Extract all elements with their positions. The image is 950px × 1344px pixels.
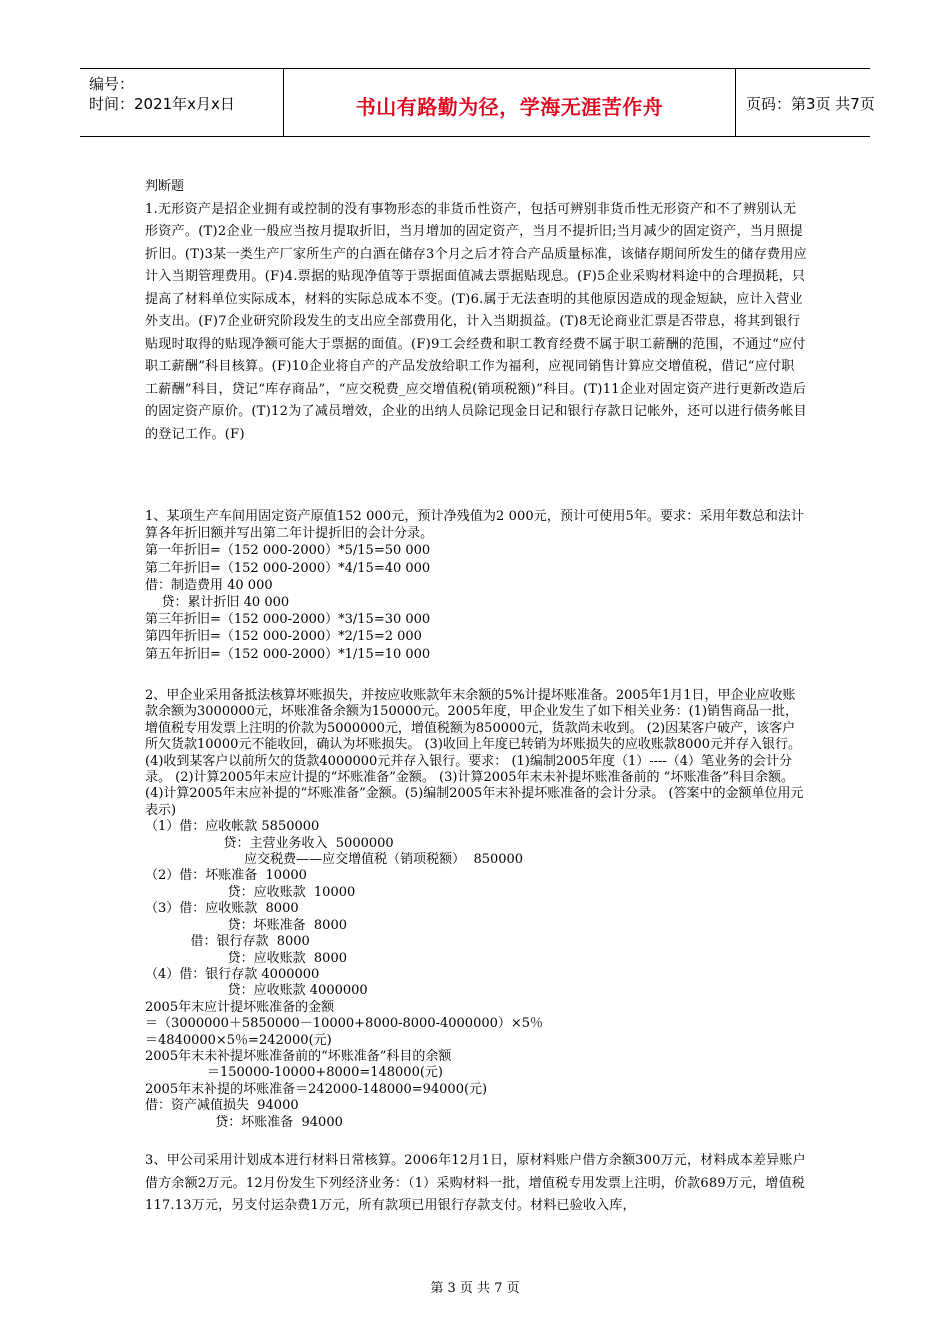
answer-line: 2005年末未补提坏账准备前的“坏账准备”科目的余额 [145, 1048, 452, 1064]
motto: 书山有路勤为径，学海无涯苦作舟 [355, 95, 664, 119]
answer-line: 第一年折旧=（152 000-2000）*5/15=50 000 [145, 543, 431, 559]
document-number: 编号： [89, 75, 135, 93]
answer-line: （3）借：应收账款 8000 [145, 901, 299, 917]
header-motto-cell [284, 69, 736, 136]
answer-line: 第三年折旧=（152 000-2000）*3/15=30 000 [145, 612, 431, 628]
answer-line: 贷：应收账款 4000000 [145, 983, 368, 999]
answer-line: 贷：坏账准备 8000 [145, 917, 347, 933]
section-title: 判断题 [145, 179, 185, 194]
answer-line: 贷：应收账款 8000 [145, 950, 347, 966]
answer-line: （1）借：应收帐款 5850000 [145, 819, 320, 835]
answer-line: 贷：主营业务收入 5000000 [145, 835, 394, 851]
answer-line: 借：银行存款 8000 [145, 934, 310, 950]
question-2-text: 2、甲企业采用备抵法核算坏账损失，并按应收账款年末余额的5%计提坏账准备。2005年1月1日，甲企业应收账款余额为3000000元，坏账准备余额为150000元。2005年度，甲企业发生了如下相关业务：(1)销售商品一批，增值税专用发票上注明的价款为5000000元，增值税额为850000元，货款尚未收到。 (2)因某客户破产，该客户所欠货款10000元不能收回，确认为坏账损失。 (3)收回上年度已转销为坏账损失的应收账款8000元并存入银行。 (4)收到某客户以前所欠的货款4000000元并存入银行。要求： (1)编制2005年度（1）----（4）笔业务的会计分录。 (2)计算2005年末应计提的“坏账准备”金额。 (3)计算2005年末未补提坏账准备前的 “坏账准备”科目余额。 (4)计算2005年末应补提的“坏账准备”金额。(5)编制2005年末补提坏账准备的会计分录。 (答案中的金额单位用元表示) [145, 688, 804, 818]
judgment-section [145, 176, 807, 446]
answer-line: 应交税费——应交增值税（销项税额） 850000 [145, 852, 524, 868]
answer-line: 借：制造费用 40 000 [145, 577, 273, 593]
document-date: 时间：2021年x月x日 [89, 95, 235, 113]
answer-line: 贷：坏账准备 94000 [145, 1114, 343, 1130]
answer-line: 贷：应收账款 10000 [145, 884, 356, 900]
page-footer: 第 3 页 共 7 页 [430, 1281, 520, 1296]
header-page-cell [736, 69, 875, 136]
answer-line: （2）借：坏账准备 10000 [145, 868, 307, 884]
answer-line: ＝（3000000＋5850000－10000+8000-8000-4000000）×5％ [145, 1016, 544, 1032]
page-number: 页码：第3页 共7页 [746, 95, 875, 113]
question-1 [145, 508, 807, 663]
answer-line: 2005年末补提的坏账准备＝242000-148000=94000(元) [145, 1081, 488, 1097]
answer-line: 2005年末应计提坏账准备的金额 [145, 999, 335, 1015]
question-3-text: 3、甲公司采用计划成本进行材料日常核算。2006年12月1日，原材料账户借方余额300万元，材料成本差异账户借方余额2万元。12月份发生下列经济业务：（1）采购材料一批，增值税专用发票上注明，价款689万元，增值税117.13万元，另支付运杂费1万元，所有款项已用银行存款支付。材料已验收入库， [145, 1153, 806, 1213]
question-1-answer [145, 542, 807, 662]
question-2-answer [145, 819, 807, 1131]
answer-line: 第四年折旧=（152 000-2000）*2/15=2 000 [145, 629, 422, 645]
question-1-text: 1、某项生产车间用固定资产原值152 000元，预计净残值为2 000元，预计可使用5年。要求：采用年数总和法计算各年折旧额并写出第二年计提折旧的会计分录。 [145, 509, 805, 542]
answer-line: 第五年折旧=（152 000-2000）*1/15=10 000 [145, 646, 431, 662]
header-meta-cell [80, 69, 284, 136]
header-table [80, 68, 875, 137]
answer-line: ＝150000-10000+8000=148000(元) [145, 1065, 443, 1081]
question-2 [145, 688, 807, 1131]
judgment-questions: 1.无形资产是招企业拥有或控制的没有事物形态的非货币性资产，包括可辨别非货币性无形资产和不了辨别认无形资产。(T)2企业一般应当按月提取折旧，当月增加的固定资产，当月不提折旧;当月减少的固定资产，当月照提折旧。(T)3某一类生产厂家所生产的白酒在储存3个月之后才符合产品质量标准，该储存期间所发生的储存费用应计入当期管理费用。(F)4.票据的贴现净值等于票据面值减去票据贴现息。(F)5企业采购材料途中的合理损耗，只提高了材料单位实际成本，材料的实际总成本不变。(T)6.属于无法查明的其他原因造成的现金短缺，应计入营业外支出。(F)7企业研究阶段发生的支出应全部费用化，计入当期损益。(T)8无论商业汇票是否带息，将其到银行贴现时取得的贴现净额可能大于票据的面值。(F)9工会经费和职工教育经费不属于职工薪酬的范围，不通过“应付职工薪酬”科目核算。(F)10企业将自产的产品发放给职工作为福利，应视同销售计算应交增值税，借记“应付职工薪酬”科目，贷记“库存商品”，“应交税费_应交增值税(销项税额)”科目。(T)11企业对固定资产进行更新改造后的固定资产原价。(T)12为了减员增效，企业的出纳人员除记现金日记和银行存款日记帐外，还可以进行债务帐目的登记工作。(F) [145, 201, 807, 442]
answer-line: 第二年折旧=（152 000-2000）*4/15=40 000 [145, 560, 431, 576]
answer-line: ＝4840000×5％=242000(元) [145, 1032, 332, 1048]
answer-line: （4）借：银行存款 4000000 [145, 966, 320, 982]
answer-line: 借：资产减值损失 94000 [145, 1098, 299, 1114]
answer-line: 贷：累计折旧 40 000 [145, 594, 290, 610]
question-3 [145, 1150, 807, 1218]
